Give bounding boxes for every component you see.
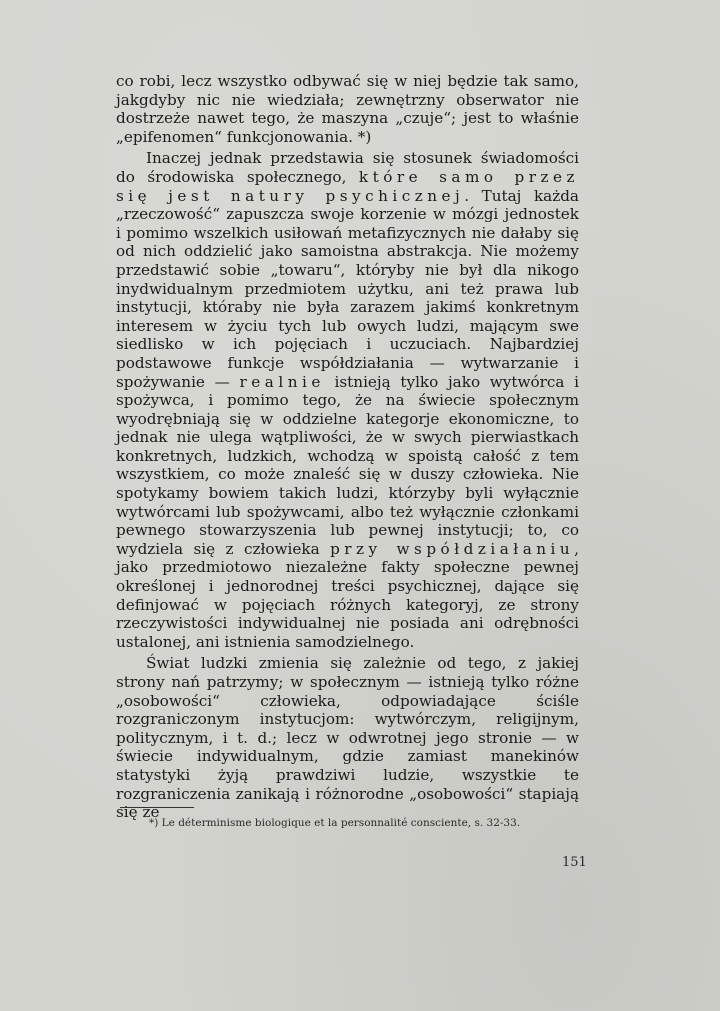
text-run: Świat ludzki zmienia się zależnie od tego, z jakiej strony nań patrzymy; w społecznym — istnieją tylko różne „osobowości“ człowieka, odpowiadające ściśle rozgraniczonym instytucjom: wytwórczym, religijnym, politycznym, i t. d.; lecz w odwrotnej jego stronie — w świecie indywidualnym, gdzie zamiast manekinów statystyki żyją prawdziwi ludzie, wszystkie te rozgraniczenia zanikają i różnorodne „osobowości“ stapiają się ze <box>116 654 579 822</box>
text-run: istnieją tylko jako wytwórca i spożywca, i pomimo tego, że na świecie społecznym wyodrębniają się w oddzielne kategorje ekonomiczne, to jednak nie ulega wątpliwości, że w swych pierwiastkach konkretnych, ludzkich, wchodzą w spoistą całość z tem wszystkiem, co może znaleść się w duszy człowieka. Nie spotykamy bowiem takich ludzi, którzyby byli wyłącznie wytwórcami lub spożywcami, albo też wyłącznie członkami pewnego stowarzyszenia lub pewnej instytucji; to, co wydziela się z człowieka <box>116 372 579 558</box>
spaced-emphasis: realnie <box>239 372 325 391</box>
paragraph <box>116 72 579 146</box>
paragraph <box>116 654 579 821</box>
text-run: Inaczej jednak przedstawia się stosunek świadomości do środowiska społecznego, <box>116 149 579 186</box>
footnote: *) Le déterminisme biologique et la personnalité consciente, s. 32-33. <box>149 817 521 829</box>
body-text <box>116 72 579 822</box>
spaced-emphasis: przy współdziałaniu <box>330 539 575 558</box>
page-number: 151 <box>562 855 587 870</box>
text-run: co robi, lecz wszystko odbywać się w niej będzie tak samo, jakgdyby nic nie wiedziała; zewnętrzny obserwator nie dostrzeże nawet tego, że maszyna „czuje“; jest to właśnie „epifenomen“ funkcjonowania. *) <box>116 72 579 146</box>
text-run: , jako przedmiotowo niezależne fakty społeczne pewnej określonej i jednorodnej treści psychicznej, dające się definjować w pojęciach różnych kategoryj, ze strony rzeczywistości indywidualnej nie posiada ani odrębności ustalonej, ani istnienia samodzielnego. <box>116 539 579 651</box>
text-run: . Tutaj każda „rzeczowość“ zapuszcza swoje korzenie w mózgi jednostek i pomimo wszelkich usiłowań metafizycznych nie dałaby się od nich oddzielić jako samoistna abstrakcja. Nie możemy przedstawić sobie „towaru“, któryby nie był dla nikogo inydwidualnym przedmiotem użytku, ani też prawa lub instytucji, któraby nie była zarazem jakimś konkretnym interesem w życiu tych lub owych ludzi, mającym swe siedlisko w ich pojęciach i uczuciach. Najbardziej podstawowe funkcje współdziałania — wytwarzanie i spożywanie — <box>116 186 579 391</box>
paragraph <box>116 149 579 651</box>
spaced-emphasis: które samo przez się jest natury psychicznej <box>116 167 579 205</box>
footnote-rule <box>120 807 194 808</box>
